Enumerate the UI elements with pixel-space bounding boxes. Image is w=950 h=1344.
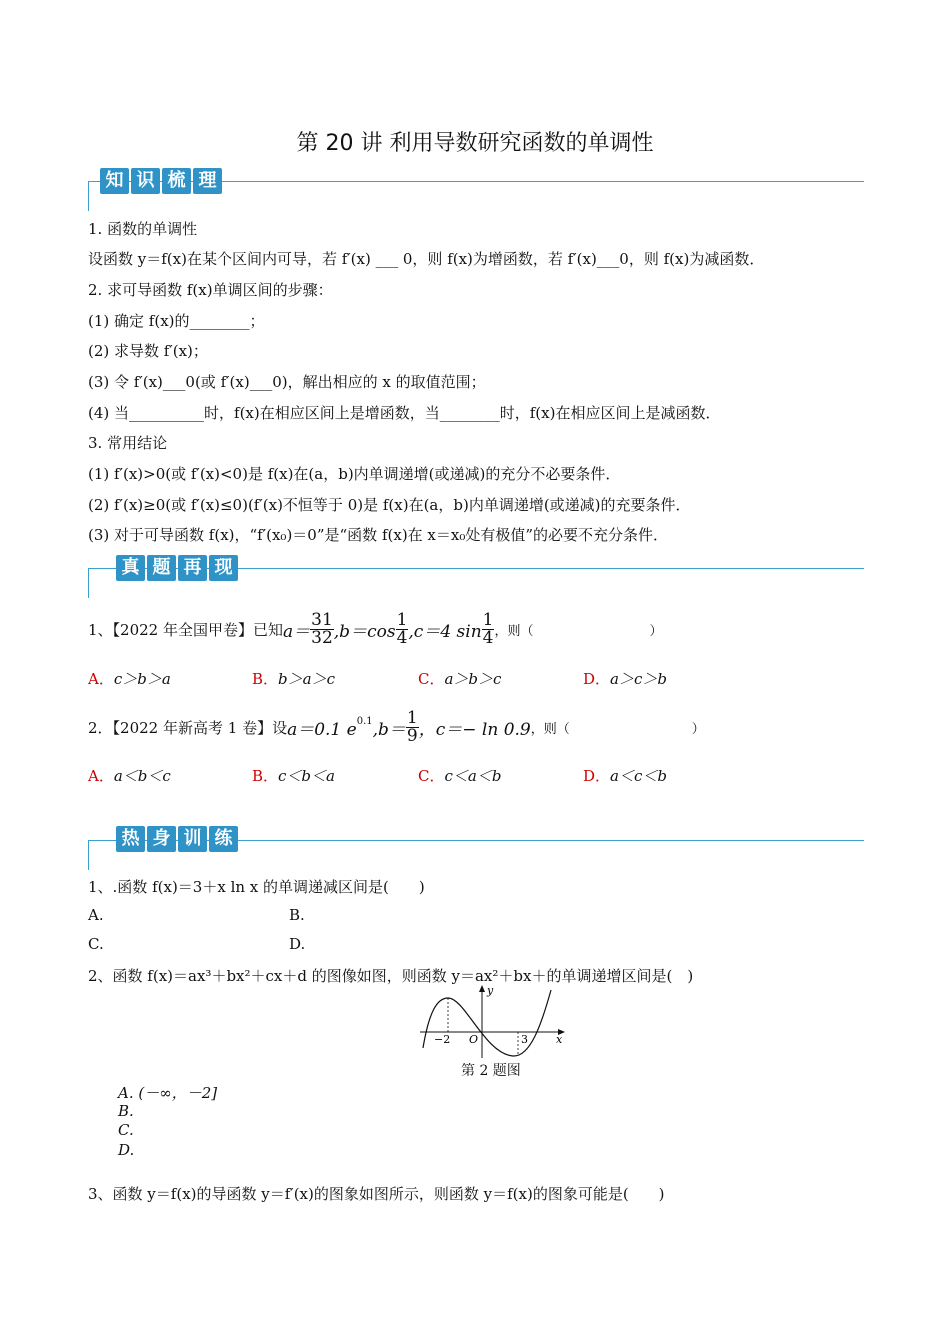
knowledge-heading: 3. 常用结论 — [88, 434, 168, 452]
section-divider-vertical — [88, 840, 89, 870]
option[interactable]: A. (－∞，－2] — [118, 1084, 218, 1102]
cubic-graph — [415, 982, 575, 1062]
question-2 — [88, 704, 705, 750]
option-value: a＞b＞c — [444, 670, 502, 688]
question-2-a-expr: a＝0.1 e — [287, 719, 357, 740]
option-label: B． — [252, 670, 279, 688]
knowledge-step: (4) 当__________时，f(x)在相应区间上是增函数，当________时，f(x)在相应区间上是减函数． — [88, 404, 721, 422]
section-badge-warmup — [116, 826, 238, 852]
fraction-denominator: 9 — [406, 725, 418, 746]
knowledge-conclusion: (3) 对于可导函数 f(x)，“f′(x₀)＝0”是“函数 f(x)在 x＝x₀处有极值”的必要不充分条件． — [88, 526, 669, 544]
question-1 — [88, 606, 663, 652]
option-label: D． — [583, 670, 611, 688]
x-label: x — [556, 1033, 563, 1046]
knowledge-paragraph: 设函数 y＝f(x)在某个区间内可导，若 f′(x) ___ 0，则 f(x)为增函数，若 f′(x)___0，则 f(x)为减函数． — [88, 250, 765, 268]
badge-char: 知 — [100, 168, 129, 194]
option[interactable] — [88, 765, 171, 786]
option-value: a＜c＜b — [610, 767, 667, 785]
warmup-question-1: 1、.函数 f(x)＝3＋x ln x 的单调递减区间是( ) — [88, 878, 425, 896]
knowledge-step: (1) 确定 f(x)的________； — [88, 312, 265, 330]
option-value: c＞b＞a — [113, 670, 171, 688]
option[interactable]: B. — [118, 1102, 134, 1120]
option-value: a＞c＞b — [610, 670, 667, 688]
option[interactable]: D. — [289, 935, 306, 953]
question-2-a-exponent: 0.1 — [356, 715, 373, 727]
knowledge-conclusion: (2) f′(x)≥0(或 f′(x)≤0)(f′(x)不恒等于 0)是 f(x)在(a，b)内单调递增(或递减)的充要条件． — [88, 496, 691, 514]
warmup-question-2: 2、函数 f(x)＝ax³＋bx²＋cx＋d 的图像如图，则函数 y＝ax²＋bx＋的单调递增区间是( ) — [88, 967, 694, 985]
question-1-close: ） — [649, 623, 663, 639]
option-label: C． — [418, 670, 445, 688]
option-value: a＜b＜c — [113, 767, 171, 785]
fraction-numerator: 1 — [482, 609, 494, 630]
tick-label-neg: −2 — [434, 1033, 451, 1046]
badge-char: 真 — [116, 555, 145, 581]
knowledge-heading: 1. 函数的单调性 — [88, 220, 198, 238]
knowledge-step: (3) 令 f′(x)___0(或 f′(x)___0)，解出相应的 x 的取值范围； — [88, 373, 486, 391]
option[interactable] — [252, 668, 335, 689]
tick-label-pos: 3 — [521, 1033, 528, 1046]
fraction-denominator: 4 — [482, 627, 494, 648]
section-badge-knowledge — [100, 168, 222, 194]
y-label: y — [487, 984, 494, 997]
question-1-a-label: a＝ — [283, 621, 311, 642]
option[interactable] — [418, 765, 501, 786]
question-1-prefix: 1、【2022 年全国甲卷】已知 — [88, 620, 283, 639]
warmup-question-3: 3、函数 y＝f(x)的导函数 y＝f′(x)的图象如图所示，则函数 y＝f(x)的图象可能是( ) — [88, 1185, 665, 1203]
badge-char: 热 — [116, 826, 145, 852]
badge-char: 练 — [209, 826, 238, 852]
fraction-numerator: 31 — [311, 609, 333, 630]
option[interactable]: D. — [118, 1141, 135, 1159]
option-label: C． — [418, 767, 445, 785]
option[interactable]: C. — [88, 935, 104, 953]
option-value: c＜a＜b — [444, 767, 502, 785]
section-divider-vertical — [88, 181, 89, 211]
option-value: c＜b＜a — [278, 767, 335, 785]
origin-label: O — [469, 1033, 479, 1046]
fraction-a — [310, 609, 334, 648]
badge-char: 理 — [193, 168, 222, 194]
section-divider-vertical — [88, 568, 89, 598]
page-title: 第 20 讲 利用导数研究函数的单调性 — [296, 131, 654, 156]
option-label: D． — [583, 767, 611, 785]
fraction-denominator: 4 — [396, 627, 408, 648]
option[interactable] — [418, 668, 501, 689]
badge-char: 题 — [147, 555, 176, 581]
option[interactable] — [583, 668, 667, 689]
section-badge-past-exams — [116, 555, 238, 581]
knowledge-step: (2) 求导数 f′(x)； — [88, 342, 208, 360]
badge-char: 身 — [147, 826, 176, 852]
fraction-b — [396, 609, 409, 648]
badge-char: 识 — [131, 168, 160, 194]
fraction-denominator: 32 — [311, 627, 333, 648]
question-2-c-expr: ，c＝− ln 0.9 — [418, 719, 531, 740]
question-2-close: ） — [691, 721, 705, 737]
option[interactable] — [88, 668, 171, 689]
graph-caption: 第 2 题图 — [461, 1063, 521, 1079]
option[interactable]: A. — [88, 906, 104, 924]
fraction-numerator: 1 — [406, 707, 418, 728]
option[interactable]: C. — [118, 1121, 134, 1139]
option-value: b＞a＞c — [278, 670, 335, 688]
y-axis-arrow — [479, 985, 485, 992]
knowledge-heading: 2. 求可导函数 f(x)单调区间的步骤： — [88, 281, 333, 299]
option-label: A． — [88, 767, 114, 785]
badge-char: 训 — [178, 826, 207, 852]
badge-char: 梳 — [162, 168, 191, 194]
knowledge-conclusion: (1) f′(x)>0(或 f′(x)<0)是 f(x)在(a，b)内单调递增(或递减)的充分不必要条件． — [88, 465, 621, 483]
option[interactable] — [583, 765, 667, 786]
question-1-c-label: ,c＝4 sin — [408, 621, 482, 642]
fraction-b — [406, 707, 419, 746]
fraction-numerator: 1 — [396, 609, 408, 630]
question-2-suffix: ，则（ — [530, 721, 570, 737]
option-label: A． — [88, 670, 114, 688]
option[interactable] — [252, 765, 335, 786]
question-1-b-label: ,b＝cos — [333, 621, 396, 642]
question-2-b-label: ,b＝ — [372, 719, 406, 740]
option-label: B． — [252, 767, 279, 785]
question-1-suffix: ，则（ — [494, 623, 534, 639]
badge-char: 再 — [178, 555, 207, 581]
badge-char: 现 — [209, 555, 238, 581]
option[interactable]: B. — [289, 906, 305, 924]
fraction-c — [482, 609, 495, 648]
question-2-prefix: 2．【2022 年新高考 1 卷】设 — [88, 718, 288, 737]
cubic-curve — [423, 990, 551, 1056]
